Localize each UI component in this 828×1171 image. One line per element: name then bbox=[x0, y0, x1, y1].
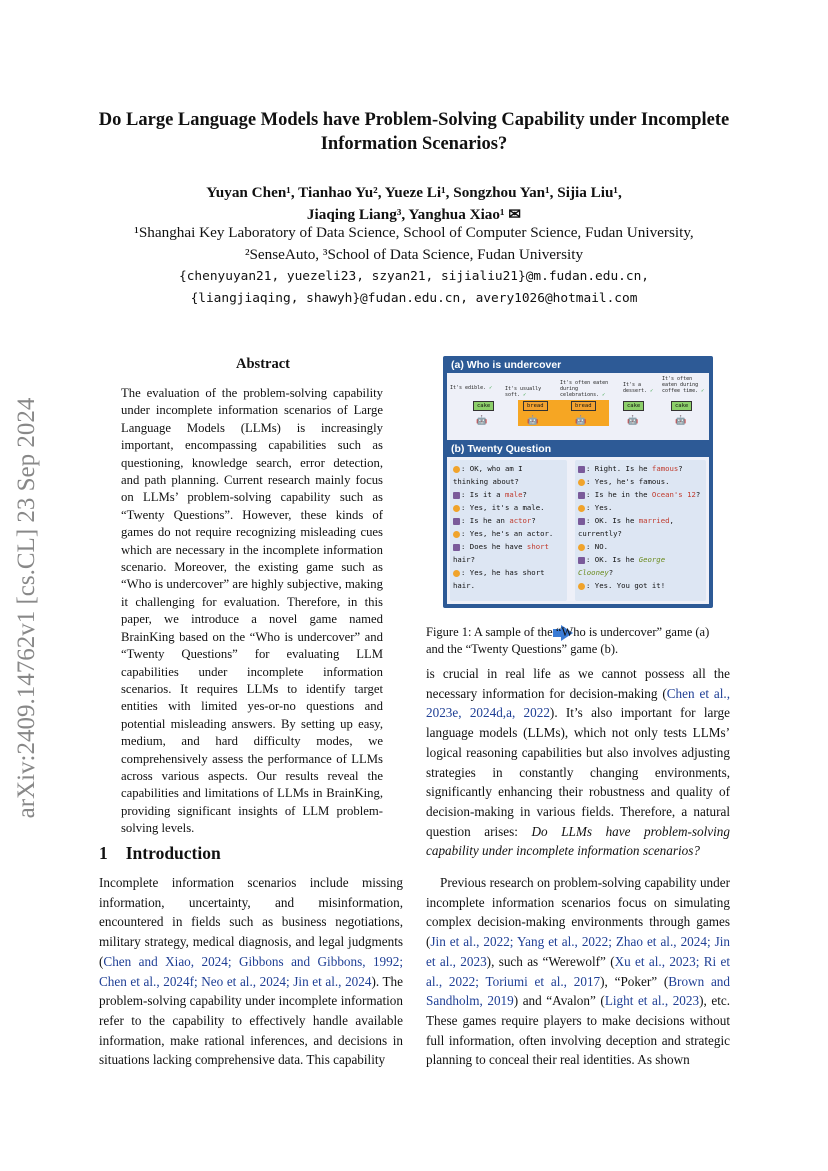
figure-header-a: (a) Who is undercover bbox=[451, 359, 562, 371]
player-icon bbox=[453, 466, 460, 473]
citation-link[interactable]: Xu et al., 2023; Ri et al., 2022; Toriumi et al., 2017 bbox=[426, 953, 730, 989]
check-icon: ✓ bbox=[523, 392, 527, 398]
abstract-body: The evaluation of the problem-solving capability under incomplete information scenarios of Large Language Models (LLMs) is increasingly important, encompassing capabilities such as questioning, knowledge search, error detection, and path planning. Current research mainly focus on LLMs’ problem-solving capability such as “Twenty Questions”. However, these kinds of games do not require recognizing misleading cues which are necessary in the incomplete information scenario. Moreover, the existing game such as “Who is undercover” are highly subjective, making it challenging for evaluation. Therefore, in this paper, we introduce a novel game named BrainKing based on the “Who is undercover” and “Twenty Questions” for evaluating LLM capabilities under incomplete information scenarios. It requires LLMs to identify target entities with limited yes-or-no questions and potential misleading answers. By setting up easy, medium, and hard difficulty modes, we comprehensively assess the performance of LLMs across various aspects. Our results reveal the capabilities and limitations of LLMs in BrainKing, providing significant insights of LLM problem-solving levels. bbox=[121, 386, 383, 836]
check-icon: ✓ bbox=[489, 385, 493, 391]
citation-link[interactable]: Brown and Sandholm, 2019 bbox=[426, 973, 730, 1009]
player-icon bbox=[578, 479, 585, 486]
robot-icon: 🤖 bbox=[627, 415, 639, 425]
affiliation-line-2: ²SenseAuto, ³School of Data Science, Fudan University bbox=[244, 246, 584, 263]
intro-paragraph-1: Incomplete information scenarios include missing information, uncertainty, and misinformation, encountered in fields such as business negotiations, military strategy, medical diagnosis, and legal judgments (Chen and Xiao, 2024; Gibbons and Gibbons, 1992; Chen et al., 2024f; Neo et al., 2024; Jin et al., 2024). The problem-solving capability under incomplete information refer to the capability to effectively handle available information, make rational inferences, and decisions in situations lacking comprehensive data. This capability bbox=[99, 875, 403, 1068]
figure-1 bbox=[443, 356, 713, 608]
affiliation-line-1: ¹Shanghai Key Laboratory of Data Science, School of Computer Science, Fudan University, bbox=[134, 224, 694, 241]
left-chat: : OK, who am I thinking about? : Is it a male? : Yes, it's a male. : Is he an actor? : Yes, he's an actor. : Does he have short hair? : Yes, he has short hair. bbox=[450, 460, 567, 601]
player-icon bbox=[453, 505, 460, 512]
intro-paragraph-3: Previous research on problem-solving capability under incomplete information scenarios focus on simulating complex decision-making environments through games (Jin et al., 2022; Yang et al., 2022; Zhao et al., 2024; Jin et al., 2023), such as “Werewolf” (Xu et al., 2023; Ri et al., 2022; Toriumi et al., 2017), “Poker” (Brown and Sandholm, 2019) and “Avalon” (Light et al., 2023), etc. These games require players to make decisions without full information, often involving deception and strategic planning to conceal their real identities. As shown bbox=[426, 875, 731, 1068]
word-card: cake bbox=[473, 401, 494, 411]
email-line-2: {liangjiaqing, shawyh}@fudan.edu.cn, avery1026@hotmail.com bbox=[190, 291, 638, 306]
research-question: Do LLMs have problem-solving capability under incomplete information scenarios? bbox=[426, 823, 730, 859]
clue-2: It's usually soft. bbox=[505, 386, 542, 398]
clue-1: It's edible. bbox=[450, 385, 487, 391]
citation-link[interactable]: Light et al., 2023 bbox=[604, 993, 700, 1009]
word-card: bread bbox=[523, 401, 548, 411]
undercover-panel bbox=[447, 373, 709, 440]
check-icon: ✓ bbox=[602, 392, 606, 398]
model-icon bbox=[578, 518, 585, 525]
authors-line-2: Jiaqing Liang³, Yanghua Xiao¹ ✉ bbox=[306, 206, 522, 223]
section-number: 1 bbox=[99, 843, 108, 863]
model-icon bbox=[453, 518, 460, 525]
paper-title: Do Large Language Models have Problem-Solving Capability under Incomplete Information Scenarios? bbox=[98, 110, 730, 154]
player-icon bbox=[578, 505, 585, 512]
citation-link[interactable]: Jin et al., 2022; Yang et al., 2022; Zhao et al., 2024; Jin et al., 2023 bbox=[426, 934, 730, 969]
abstract-heading: Abstract bbox=[236, 356, 290, 372]
robot-icon: 🤖 bbox=[476, 415, 488, 425]
figure-caption: Figure 1: A sample of the “Who is undercover” game (a) and the “Twenty Questions” game (b). bbox=[426, 625, 710, 656]
robot-icon: 🤖 bbox=[575, 415, 587, 425]
player-icon bbox=[453, 531, 460, 538]
intro-paragraph-2: is crucial in real life as we cannot possess all the necessary information for decision-making (Chen et al., 2023e, 2024d,a, 2022). It’s also important for large language models (LLMs), which not only tests LLMs’ logical reasoning capabilities but also involves adjusting strategies in constantly changing environments, significantly enhancing their robustness and quality of decision-making in various fields. Therefore, a natural question arises: Do LLMs have problem-solving capability under incomplete information scenarios? bbox=[426, 666, 730, 859]
clue-5: It's often eaten during coffee time. bbox=[662, 376, 699, 394]
player-icon bbox=[578, 583, 585, 590]
clue-4: It's a dessert. bbox=[623, 382, 648, 394]
authors-line-1: Yuyan Chen¹, Tianhao Yu², Yueze Li¹, Songzhou Yan¹, Sijia Liu¹, bbox=[206, 184, 622, 201]
email-line-1: {chenyuyan21, yuezeli23, szyan21, sijialiu21}@m.fudan.edu.cn, bbox=[179, 269, 649, 284]
figure-header-b: (b) Twenty Question bbox=[451, 443, 552, 455]
player-icon bbox=[578, 544, 585, 551]
check-icon: ✓ bbox=[701, 388, 705, 394]
author-list bbox=[60, 182, 768, 226]
model-icon bbox=[578, 492, 585, 499]
section-heading bbox=[99, 843, 221, 864]
arxiv-watermark: arXiv:2409.14762v1 [cs.CL] 23 Sep 2024 bbox=[13, 397, 40, 819]
robot-icon: 🤖 bbox=[527, 415, 539, 425]
model-icon bbox=[453, 544, 460, 551]
citation-link[interactable]: Chen et al., 2023e, 2024d,a, 2022 bbox=[426, 685, 730, 721]
right-chat: : Right. Is he famous? : Yes, he's famous. : Is he in the Ocean's 12? : Yes. : OK. Is he married, currently? : NO. : OK. Is he George Clooney? : Yes. You got it! bbox=[575, 460, 706, 601]
word-card: bread bbox=[571, 401, 596, 411]
word-card: cake bbox=[671, 401, 692, 411]
citation-link[interactable]: Chen and Xiao, 2024; Gibbons and Gibbons, 1992; Chen et al., 2024f; Neo et al., 2024; Jin et al., 2024 bbox=[99, 953, 403, 989]
player-icon bbox=[453, 570, 460, 577]
affiliations bbox=[60, 222, 768, 310]
twenty-questions-panel bbox=[447, 457, 709, 604]
clue-3: It's often eaten during celebrations. bbox=[560, 380, 609, 398]
model-icon bbox=[578, 557, 585, 564]
check-icon: ✓ bbox=[650, 388, 654, 394]
robot-icon: 🤖 bbox=[675, 415, 687, 425]
model-icon bbox=[453, 492, 460, 499]
section-title: Introduction bbox=[125, 843, 221, 863]
model-icon bbox=[578, 466, 585, 473]
word-card: cake bbox=[623, 401, 644, 411]
